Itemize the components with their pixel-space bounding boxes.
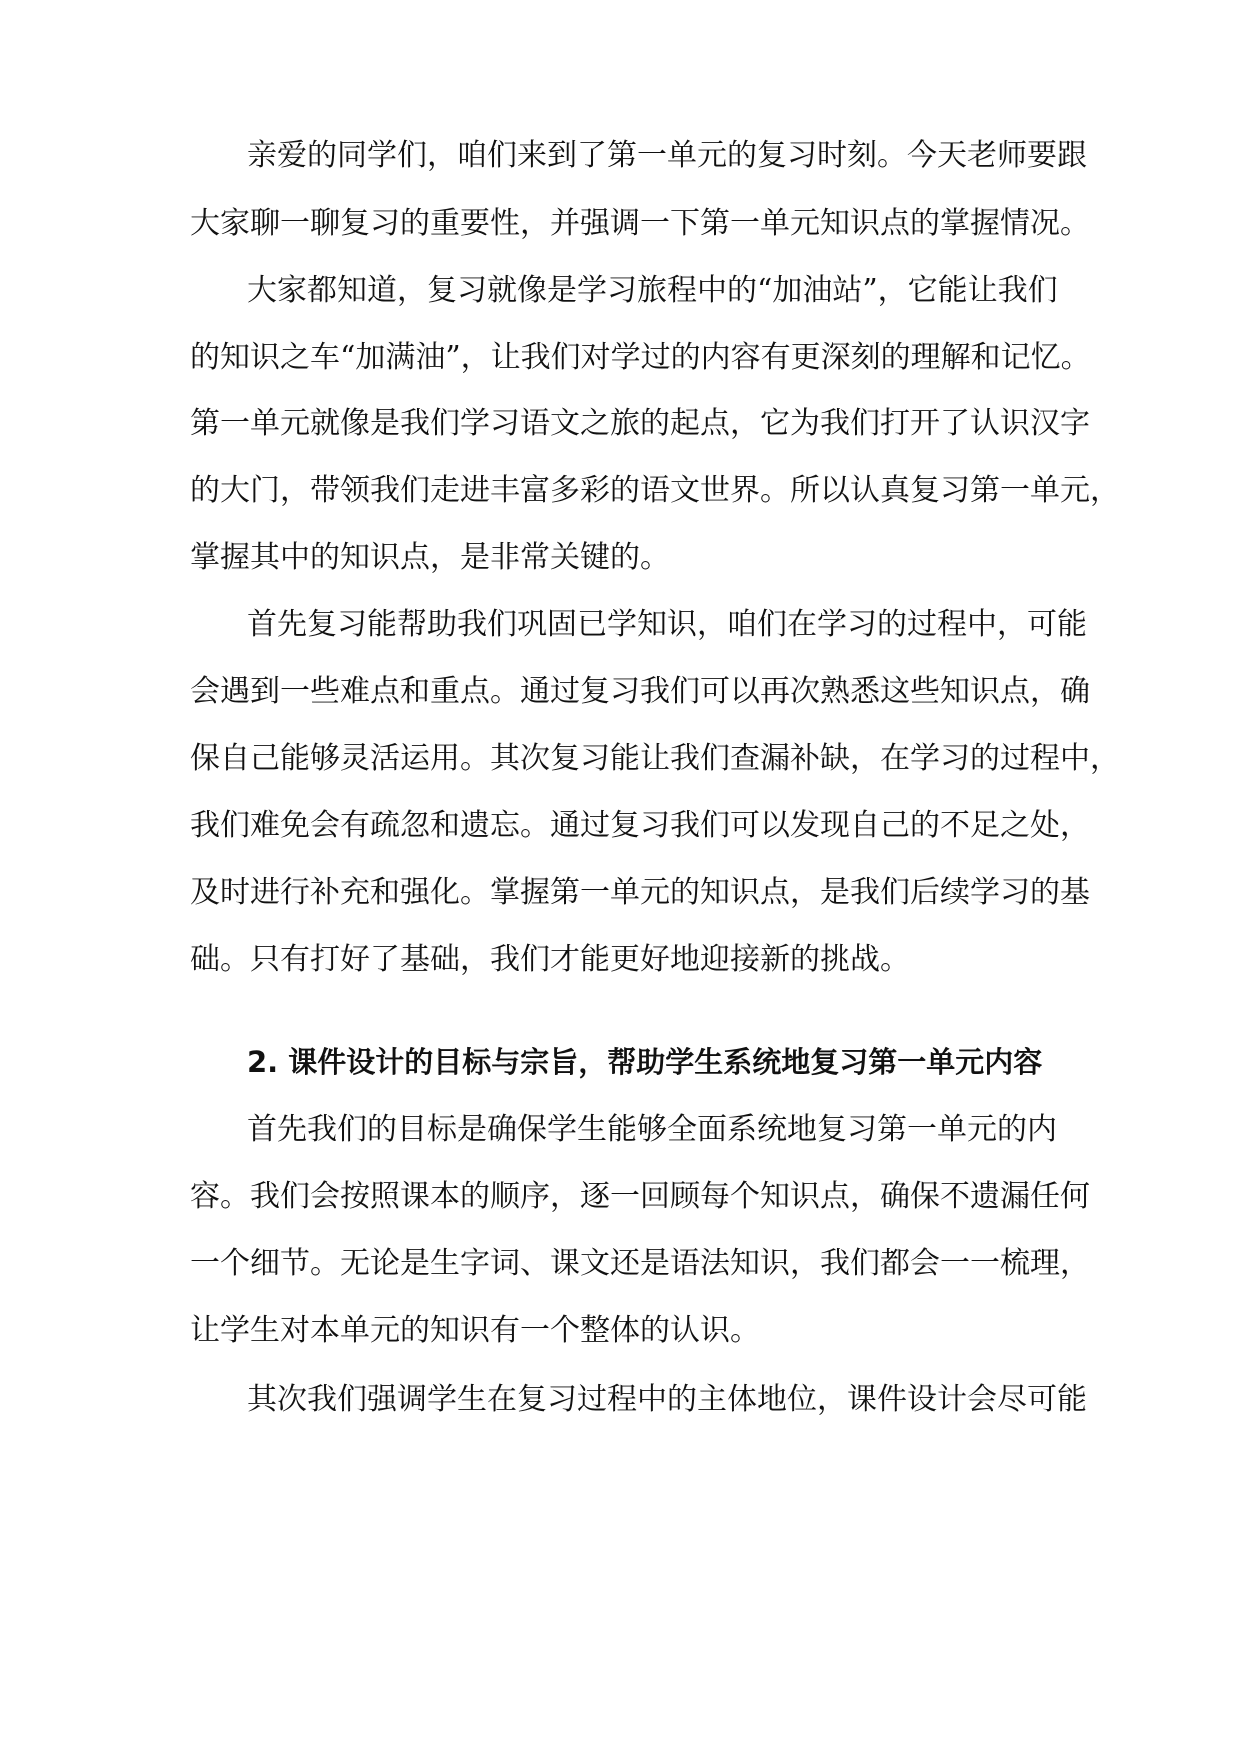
paragraph-line: 及时进行补充和强化。掌握第一单元的知识点，是我们后续学习的基 [190, 875, 1090, 910]
paragraph-line: 容。我们会按照课本的顺序，逐一回顾每个知识点，确保不遗漏任何 [190, 1179, 1090, 1214]
paragraph-line: 首先我们的目标是确保学生能够全面系统地复习第一单元的内 [247, 1112, 1057, 1147]
paragraph-line: 其次我们强调学生在复习过程中的主体地位，课件设计会尽可能 [247, 1382, 1087, 1417]
paragraph-line: 础。只有打好了基础，我们才能更好地迎接新的挑战。 [190, 942, 910, 977]
paragraph-line: 亲爱的同学们，咱们来到了第一单元的复习时刻。今天老师要跟 [247, 138, 1087, 173]
paragraph-line: 一个细节。无论是生字词、课文还是语法知识，我们都会一一梳理， [190, 1246, 1090, 1281]
paragraph-line: 第一单元就像是我们学习语文之旅的起点，它为我们打开了认识汉字 [190, 406, 1090, 441]
paragraph-line: 掌握其中的知识点，是非常关键的。 [190, 540, 670, 575]
section-heading: 2. 课件设计的目标与宗旨，帮助学生系统地复习第一单元内容 [247, 1045, 1043, 1079]
paragraph-line: 首先复习能帮助我们巩固已学知识，咱们在学习的过程中，可能 [247, 607, 1087, 642]
paragraph-line: 的知识之车“加满油”，让我们对学过的内容有更深刻的理解和记忆。 [190, 340, 1091, 375]
paragraph-line: 大家都知道，复习就像是学习旅程中的“加油站”，它能让我们 [247, 273, 1058, 308]
paragraph-line: 让学生对本单元的知识有一个整体的认识。 [190, 1313, 760, 1348]
paragraph-line: 保自己能够灵活运用。其次复习能让我们查漏补缺，在学习的过程中， [190, 741, 1120, 776]
paragraph-line: 的大门，带领我们走进丰富多彩的语文世界。所以认真复习第一单元， [190, 473, 1120, 508]
paragraph-line: 会遇到一些难点和重点。通过复习我们可以再次熟悉这些知识点，确 [190, 674, 1090, 709]
paragraph-line: 我们难免会有疏忽和遗忘。通过复习我们可以发现自己的不足之处， [190, 808, 1090, 843]
paragraph-line: 大家聊一聊复习的重要性，并强调一下第一单元知识点的掌握情况。 [190, 206, 1090, 241]
